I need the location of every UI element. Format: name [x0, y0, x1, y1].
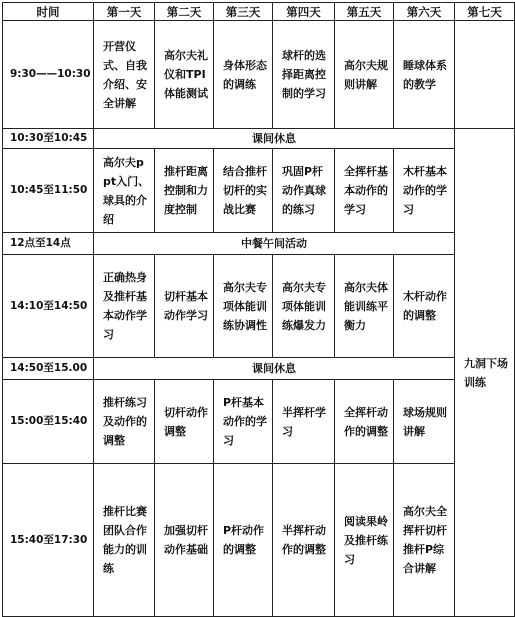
header-day-6: 第六天 [394, 3, 455, 21]
activity-cell: 切杆基本动作学习 [155, 255, 214, 358]
activity-cell: 结合推杆切杆的实战比赛 [214, 149, 273, 233]
header-day-7: 第七天 [455, 3, 515, 21]
activity-cell: 高尔夫体能训练平衡力 [335, 255, 394, 358]
lunch-row [3, 233, 515, 255]
activity-cell: 加强切杆动作基础 [155, 464, 214, 617]
header-day-5: 第五天 [335, 3, 394, 21]
time-cell: 14:50至15.00 [3, 358, 94, 380]
break-label: 课间休息 [94, 358, 455, 380]
activity-cell: 高尔夫规则讲解 [335, 21, 394, 129]
activity-cell: 推杆练习及动作的调整 [94, 380, 155, 464]
slot-row [3, 255, 515, 358]
activity-cell: 高尔夫ppt入门、球具的介绍 [94, 149, 155, 233]
activity-cell: 半挥杆学习 [273, 380, 335, 464]
header-time: 时间 [3, 3, 94, 21]
activity-cell: 高尔夫专项体能训练爆发力 [273, 255, 335, 358]
empty-cell [455, 21, 515, 129]
slot-row [3, 149, 515, 233]
break-row [3, 129, 515, 149]
time-cell: 10:30至10:45 [3, 129, 94, 149]
lunch-label: 中餐午间活动 [94, 233, 455, 255]
time-cell: 9:30——10:30 [3, 21, 94, 129]
activity-cell: 高尔夫全挥杆切杆推杆P综合讲解 [394, 464, 455, 617]
activity-cell: 开营仪式、自我介绍、安全讲解 [94, 21, 155, 129]
activity-cell: 高尔夫专项体能训练协调性 [214, 255, 273, 358]
activity-cell: 球场规则讲解 [394, 380, 455, 464]
activity-cell: P杆动作的调整 [214, 464, 273, 617]
time-cell: 15:40至17:30 [3, 464, 94, 617]
activity-cell: 球杆的选择距离控制的学习 [273, 21, 335, 129]
header-day-1: 第一天 [94, 3, 155, 21]
activity-cell: 高尔夫礼仪和TPI体能测试 [155, 21, 214, 129]
activity-cell: 半挥杆动作的调整 [273, 464, 335, 617]
break-label: 课间休息 [94, 129, 455, 149]
time-cell: 12点至14点 [3, 233, 94, 255]
activity-cell: 推杆距离控制和力度控制 [155, 149, 214, 233]
time-cell: 14:10至14:50 [3, 255, 94, 358]
time-cell: 15:00至15:40 [3, 380, 94, 464]
header-day-2: 第二天 [155, 3, 214, 21]
schedule-table [2, 2, 515, 617]
activity-cell: 木杆动作的调整 [394, 255, 455, 358]
slot-row [3, 464, 515, 617]
activity-cell: 巩固P杆动作真球的练习 [273, 149, 335, 233]
slot-row [3, 21, 515, 129]
time-cell: 10:45至11:50 [3, 149, 94, 233]
activity-cell: 全挥杆基本动作的学习 [335, 149, 394, 233]
header-day-3: 第三天 [214, 3, 273, 21]
slot-row [3, 380, 515, 464]
activity-cell: 切杆动作调整 [155, 380, 214, 464]
break-row [3, 358, 515, 380]
activity-cell: P杆基本动作的学习 [214, 380, 273, 464]
activity-cell: 睡球体系的教学 [394, 21, 455, 129]
header-day-4: 第四天 [273, 3, 335, 21]
activity-cell: 推杆比赛团队合作能力的训练 [94, 464, 155, 617]
activity-cell: 全挥杆动作的调整 [335, 380, 394, 464]
activity-cell: 正确热身及推杆基本动作学习 [94, 255, 155, 358]
day7-activity-cell: 九洞下场训练 [455, 129, 515, 617]
activity-cell: 木杆基本动作的学习 [394, 149, 455, 233]
activity-cell: 身体形态的调练 [214, 21, 273, 129]
header-row [3, 3, 515, 21]
activity-cell: 阅读果岭及推杆练习 [335, 464, 394, 617]
